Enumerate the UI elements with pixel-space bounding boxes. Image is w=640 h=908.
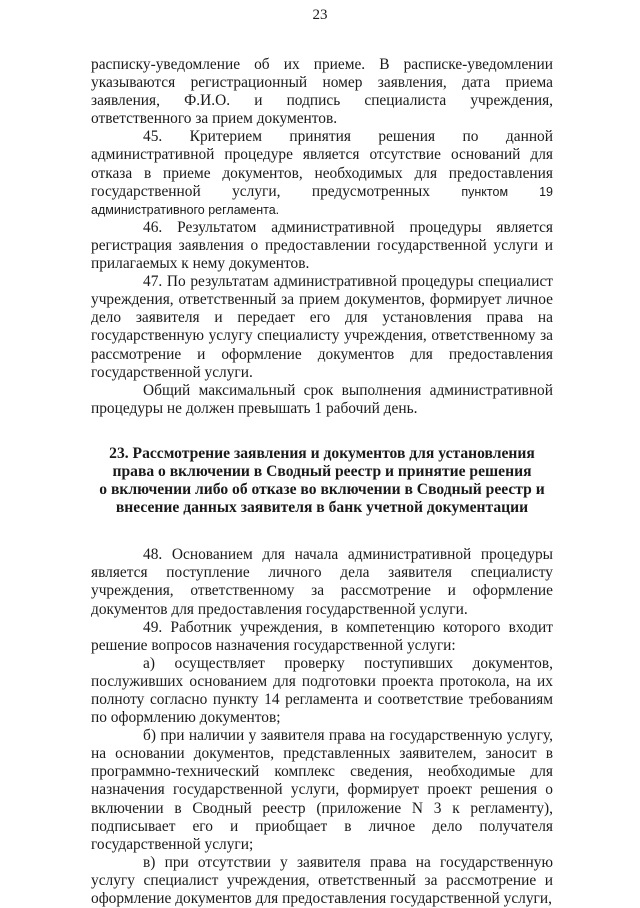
paragraph-45-reference: пунктом 19 административного регламента.	[91, 184, 553, 217]
paragraph-45	[91, 128, 553, 218]
paragraph-continuation: расписку-уведомление об их приеме. В расписке-уведомлении указываются регистрационный номер заявления, дата приема заявления, Ф.И.О. и подпись специалиста учреждения, ответственного за прием документов.	[91, 56, 553, 128]
section-heading-line-2: права о включении в Сводный реестр и принятие решения	[112, 462, 532, 480]
section-heading-line-1: 23. Рассмотрение заявления и документов для установления	[109, 444, 535, 462]
paragraph-49: 49. Работник учреждения, в компетенцию которого входит решение вопросов назначения государственной услуги:	[91, 618, 553, 654]
paragraph-47-term: Общий максимальный срок выполнения административной процедуры не должен превышать 1 рабочий день.	[91, 381, 553, 417]
paragraph-45-text: 45. Критерием принятия решения по данной административной процедуре является отсутствие оснований для отказа в приеме документов, необходимых для предоставления государственной услуги, предусмотренных	[91, 128, 553, 200]
paragraph-46: 46. Результатом административной процедуры является регистрация заявления о предоставлении государственной услуги и прилагаемых к нему документов.	[91, 218, 553, 273]
section-heading-line-3: о включении либо об отказе во включении в Сводный реестр и	[99, 481, 545, 499]
paragraph-49-a: а) осуществляет проверку поступивших документов, послуживших основанием для подготовки проекта протокола, на их полноту согласно пункту 14 регламента и соответствие требованиям по оформлению документов;	[91, 654, 553, 727]
paragraph-47: 47. По результатам административной процедуры специалист учреждения, ответственный за прием документов, формирует личное дело заявителя и передает его для установления права на государственную услугу специалисту учреждения, ответственному за рассмотрение и оформление документов для предоставления государственной услуги.	[91, 273, 553, 381]
paragraph-49-c: в) при отсутствии у заявителя права на государственную услугу специалист учреждения, ответственный за рассмотрение и оформление документов для предоставления государственной услуги,	[91, 853, 553, 908]
paragraph-49-b: б) при наличии у заявителя права на государственную услугу, на основании документов, представленных заявителем, заносит в программно-технический комплекс сведения, необходимые для назначения государственной услуги, формирует проект решения о включении в Сводный реестр (приложение N 3 к регламенту), подписывает его и приобщает в личное дело получателя государственной услуги;	[91, 727, 553, 853]
document-body	[91, 56, 553, 908]
section-heading-line-4: внесение данных заявителя в банк учетной документации	[115, 499, 529, 517]
page-number: 23	[312, 7, 328, 23]
paragraph-48: 48. Основанием для начала административной процедуры является поступление личного дела заявителя специалисту учреждения, ответственному за рассмотрение и оформление документов для предоставления государственной услуги.	[91, 546, 553, 618]
section-heading-23	[91, 445, 553, 517]
